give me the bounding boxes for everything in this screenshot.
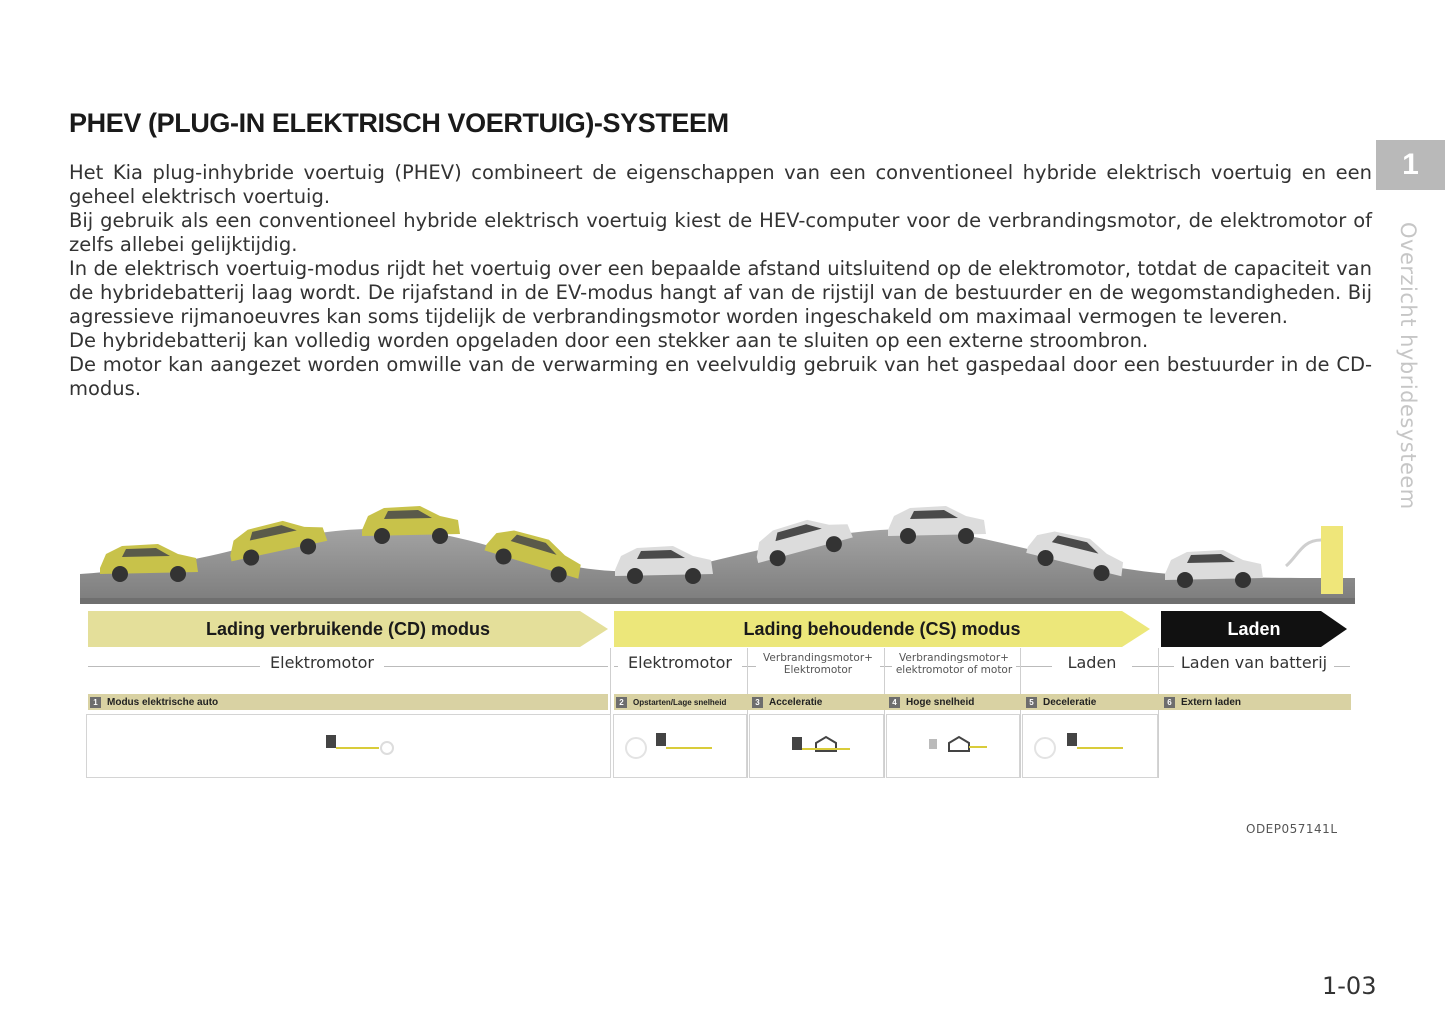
mode-number: 1 bbox=[90, 697, 101, 708]
mode-number: 6 bbox=[1164, 697, 1175, 708]
paragraph: Bij gebruik als een conventioneel hybride elektrisch voertuig kiest de HEV-computer voor de verbrandingsmotor, de elektromotor of zelfs allebei gelijktijdig. bbox=[69, 209, 1372, 256]
phase-laden-label: Laden bbox=[1227, 618, 1281, 639]
phase-cs-label: Lading behoudende (CS) modus bbox=[743, 618, 1021, 639]
engine-icon bbox=[949, 737, 969, 751]
mode-label: Acceleratie bbox=[769, 696, 823, 708]
charging-station bbox=[1321, 526, 1343, 594]
figure-code: ODEP057141L bbox=[1246, 822, 1338, 836]
phase-cs-arrow bbox=[614, 611, 1150, 647]
driving-scene-illustration bbox=[80, 490, 1355, 605]
column-divider bbox=[747, 648, 748, 778]
sub-label-cs-motor: Elektromotor bbox=[618, 653, 742, 672]
battery-icon bbox=[929, 739, 937, 749]
battery-icon bbox=[656, 733, 666, 746]
sub-label-combo2: Verbrandingsmotor+ elektromotor of motor bbox=[892, 652, 1016, 676]
chapter-tab[interactable]: 1 bbox=[1376, 140, 1445, 190]
sub-label-laden: Laden bbox=[1052, 653, 1132, 672]
phev-diagram bbox=[80, 490, 1355, 790]
phase-cd-label: Lading verbruikende (CD) modus bbox=[205, 618, 491, 639]
mode-number: 5 bbox=[1026, 697, 1037, 708]
energy-flow-panel-5 bbox=[1022, 714, 1158, 778]
mode-3 bbox=[752, 695, 822, 709]
column-divider bbox=[1158, 648, 1159, 778]
paragraph: In de elektrisch voertuig-modus rijdt het voertuig over een bepaalde afstand uitsluitend op de elektromotor, totdat de capaciteit van de hybridebatterij laag wordt. De rijafstand in de EV-modus hangt af van de rijstijl van de bestuurder en de wegomstandigheden. Bij agressieve rijmanoeuvres kan soms tijdelijk de verbrandingsmotor worden ingeschakeld om maximaal vermogen te leveren. bbox=[69, 257, 1372, 328]
mode-2 bbox=[616, 695, 726, 709]
battery-icon bbox=[792, 737, 802, 750]
column-divider bbox=[1020, 648, 1021, 778]
charging-cable bbox=[1286, 540, 1321, 566]
battery-icon bbox=[326, 735, 336, 748]
paragraph: De hybridebatterij kan volledig worden opgeladen door een stekker aan te sluiten op een externe stroombron. bbox=[69, 329, 1149, 352]
chapter-side-label: Overzicht hybridesysteem bbox=[1396, 222, 1420, 510]
page-number: 1-03 bbox=[1322, 972, 1377, 1000]
mode-number: 2 bbox=[616, 697, 627, 708]
energy-flow-panel-1 bbox=[86, 714, 611, 778]
mode-6 bbox=[1164, 695, 1241, 709]
sub-label-combo1: Verbrandingsmotor+ Elektromotor bbox=[756, 652, 880, 676]
battery-icon bbox=[1067, 733, 1077, 746]
sub-label-cd-motor: Elektromotor bbox=[260, 653, 384, 672]
phase-cd-arrow bbox=[88, 611, 608, 647]
paragraph: De motor kan aangezet worden omwille van de verwarming en veelvuldig gebruik van het gaspedaal door een bestuurder in de CD-modus. bbox=[69, 353, 1372, 400]
road-edge bbox=[80, 598, 1355, 604]
energy-flow-panel-4 bbox=[886, 714, 1020, 778]
wheel-icon bbox=[381, 742, 393, 754]
phase-laden-arrow bbox=[1161, 611, 1347, 647]
mode-label: Opstarten/Lage snelheid bbox=[633, 697, 727, 707]
mode-4 bbox=[889, 695, 974, 709]
mode-number: 4 bbox=[889, 697, 900, 708]
mode-5 bbox=[1026, 695, 1096, 709]
sub-label-battery: Laden van batterij bbox=[1174, 653, 1334, 672]
mode-number: 3 bbox=[752, 697, 763, 708]
body-text bbox=[69, 161, 1372, 401]
mode-label: Deceleratie bbox=[1043, 696, 1097, 708]
mode-label: Modus elektrische auto bbox=[107, 696, 219, 708]
energy-flow-panel-3 bbox=[749, 714, 884, 778]
mode-label: Extern laden bbox=[1181, 696, 1242, 708]
mode-1 bbox=[90, 695, 218, 709]
paragraph: Het Kia plug-inhybride voertuig (PHEV) combineert de eigenschappen van een conventioneel hybride elektrisch voertuig en een geheel elektrisch voertuig. bbox=[69, 161, 1372, 208]
column-divider bbox=[884, 648, 885, 778]
energy-flow-panel-2 bbox=[613, 714, 747, 778]
page-title: PHEV (PLUG-IN ELEKTRISCH VOERTUIG)-SYSTEEM bbox=[69, 108, 729, 138]
mode-label: Hoge snelheid bbox=[906, 696, 975, 708]
